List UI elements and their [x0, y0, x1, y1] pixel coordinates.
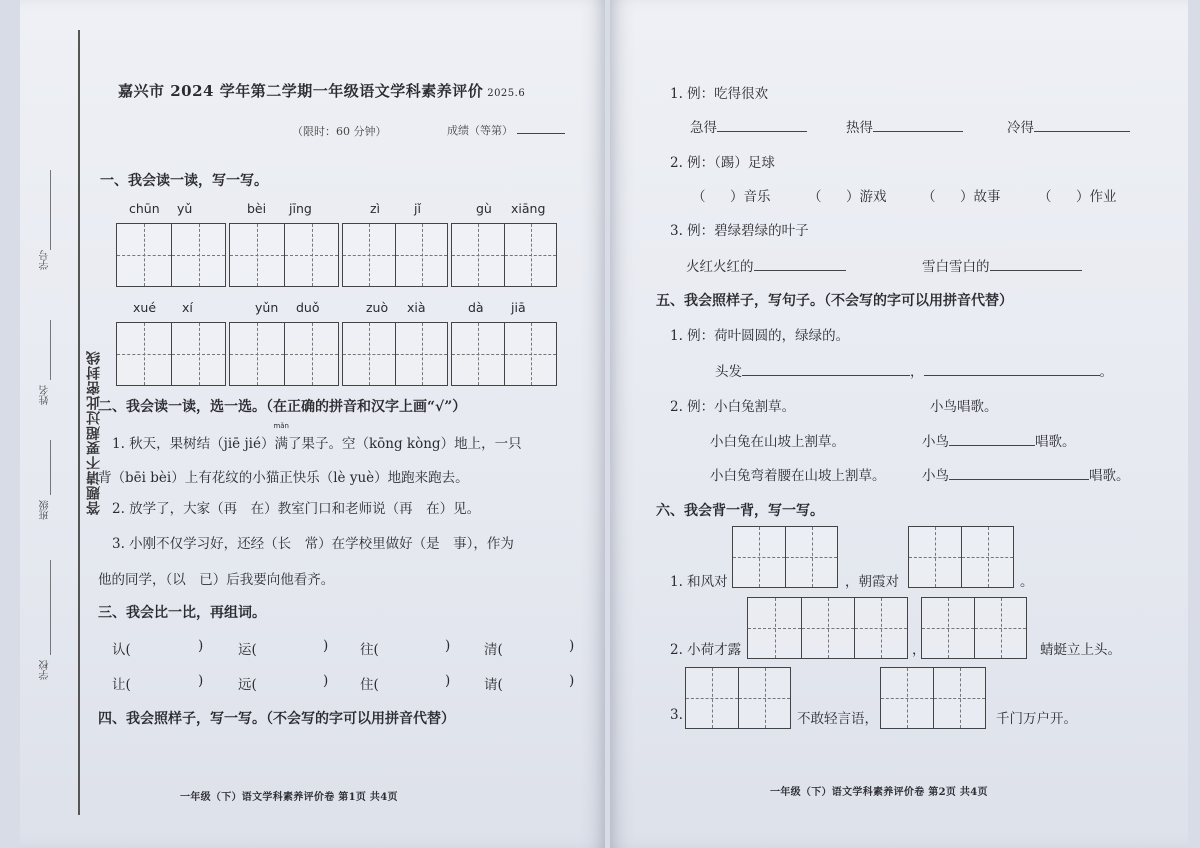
writing-grid[interactable] [229, 322, 339, 386]
writing-grid[interactable] [908, 526, 1014, 588]
question-2-1: 1. 秋天，果树结（jiē jié） mǎn 满了果子。空（kōng kòng）地上，一只 [112, 422, 522, 452]
exercise-4-2: 2. 例：（踢）足球 [670, 155, 775, 171]
pinyin: jīng [289, 201, 312, 216]
student-id-label: 学号 [40, 250, 51, 270]
answer-blank[interactable] [949, 466, 1089, 480]
school-label: 学校 [40, 660, 51, 680]
class-line [50, 440, 51, 495]
ruby-pinyin: mǎn [273, 422, 289, 430]
pinyin: zì [370, 201, 381, 216]
sentence-example-2: 2. 例：小白兔割草。 [670, 399, 796, 415]
pinyin: dà [468, 300, 484, 315]
sentence-answer-1: 头发 ， 。 [715, 364, 1113, 380]
sentence-answer-2: 小鸟 唱歌。 [922, 434, 1076, 450]
section-6-heading: 六、我会背一背，写一写。 [656, 503, 824, 519]
name-line [50, 320, 51, 380]
class-label: 班级 [40, 500, 51, 520]
fill-paren-word: ）作业 [1076, 189, 1117, 205]
word-blank[interactable]: 认( [112, 642, 131, 658]
answer-blank[interactable] [949, 432, 1035, 446]
sentence-answer-3: 小鸟 唱歌。 [922, 468, 1130, 484]
word-blank[interactable]: 住( [360, 677, 379, 693]
pinyin: xiāng [511, 201, 546, 216]
exercise-4-3: 3. 例：碧绿碧绿的叶子 [670, 223, 809, 239]
word-blank-close: ) [569, 673, 575, 689]
pinyin: xià [407, 300, 426, 315]
exercise-4-3-item: 雪白雪白的 [922, 255, 1082, 275]
writing-grid[interactable] [342, 322, 448, 386]
pinyin: jiā [511, 300, 526, 315]
section-5-heading: 五、我会照样子，写句子。（不会写的字可以用拼音代替） [656, 293, 1013, 309]
pinyin: yǔn [255, 300, 279, 315]
sentence-example-2c: 小白兔在山坡上割草。 [710, 434, 845, 450]
page-2-footer: 一年级（下）语文学科素养评价卷 第2页 共4页 [770, 787, 988, 798]
pinyin: gù [476, 201, 492, 216]
question-2-3-cont: 他的同学，（以 已）后我要向他看齐。 [98, 572, 335, 588]
section-3-heading: 三、我会比一比，再组词。 [98, 605, 266, 621]
writing-grid[interactable] [747, 597, 908, 659]
exercise-4-1: 1. 例：吃得很欢 [670, 86, 769, 102]
fill-paren[interactable]: （ [692, 189, 706, 205]
writing-grid[interactable] [732, 526, 838, 588]
answer-blank[interactable] [924, 362, 1100, 376]
question-2-2: 2. 放学了，大家（再 在）教室门口和老师说（再 在）见。 [112, 501, 481, 517]
pinyin: yǔ [177, 201, 193, 216]
fill-paren-word: ）音乐 [730, 189, 771, 205]
score-label: 成绩（等第） [447, 120, 565, 138]
fill-paren[interactable]: （ [922, 189, 936, 205]
writing-grid[interactable] [451, 223, 557, 287]
sentence-example-2b: 小鸟唱歌。 [930, 399, 998, 415]
poem-line-3: 3. [670, 707, 683, 723]
exercise-4-1-item: 急得 [690, 116, 807, 136]
fill-paren-word: ）故事 [960, 189, 1001, 205]
sentence-example-2f: 小白兔弯着腰在山坡上割草。 [710, 468, 886, 484]
poem-line-3b: 不敢轻言语， [797, 711, 878, 727]
poem-line-2b: ， [912, 642, 926, 658]
pinyin: zuò [366, 300, 389, 315]
poem-line-1: 1. 和风对 [670, 574, 728, 590]
word-blank[interactable]: 往( [360, 642, 379, 658]
section-4-heading: 四、我会照样子，写一写。（不会写的字可以用拼音代替） [98, 711, 455, 727]
pinyin: jǐ [414, 201, 421, 216]
pinyin: duǒ [296, 300, 320, 315]
page-1-footer: 一年级（下）语文学科素养评价卷 第1页 共4页 [180, 792, 398, 803]
word-blank[interactable]: 请( [484, 677, 503, 693]
writing-grid[interactable] [921, 597, 1027, 659]
answer-blank[interactable] [742, 362, 910, 376]
exercise-4-1-item: 冷得 [1007, 116, 1130, 136]
exercise-4-1-item: 热得 [846, 116, 963, 136]
time-limit: （限时：60 分钟） [292, 125, 387, 138]
writing-grid[interactable] [116, 223, 226, 287]
pinyin: xué [133, 300, 157, 315]
poem-line-3c: 千门万户开。 [996, 711, 1077, 727]
section-2-heading: 二、我会读一读，选一选。（在正确的拼音和汉字上画“√”） [98, 399, 467, 415]
page-title: 嘉兴市 2024 学年第二学期一年级语文学科素养评价 2025.6 [118, 82, 526, 100]
poem-line-2: 2. 小荷才露 [670, 642, 742, 658]
exam-date: 2025.6 [487, 88, 526, 99]
writing-grid[interactable] [342, 223, 448, 287]
poem-line-1b: ，朝霞对 [845, 574, 899, 590]
school-line [50, 560, 51, 655]
writing-grid[interactable] [451, 322, 557, 386]
poem-line-2c: 蜻蜓立上头。 [1040, 642, 1121, 658]
pinyin: bèi [247, 201, 267, 216]
answer-blank[interactable] [717, 118, 807, 132]
score-blank[interactable] [517, 120, 565, 134]
binding-strip [30, 20, 102, 820]
answer-blank[interactable] [1034, 118, 1130, 132]
word-blank-close: ) [323, 673, 329, 689]
poem-line-1c: 。 [1020, 574, 1034, 590]
writing-grid[interactable] [880, 667, 986, 729]
fill-paren[interactable]: （ [1038, 189, 1052, 205]
answer-blank[interactable] [754, 257, 846, 271]
fill-paren[interactable]: （ [808, 189, 822, 205]
answer-blank[interactable] [990, 257, 1082, 271]
word-blank[interactable]: 运( [238, 642, 257, 658]
word-blank[interactable]: 清( [484, 642, 503, 658]
student-id-line [50, 170, 51, 250]
word-blank-close: ) [445, 638, 451, 654]
question-2-1-cont: 背（bēi bèi）上有花纹的小猫正快乐（lè yuè）地跑来跑去。 [98, 470, 469, 486]
pinyin: chūn [129, 201, 160, 216]
seal-line [78, 30, 80, 815]
question-2-3: 3. 小刚不仅学习好，还经（长 常）在学校里做好（是 事），作为 [112, 536, 514, 552]
word-blank-close: ) [569, 638, 575, 654]
section-1-heading: 一、我会读一读，写一写。 [100, 173, 268, 189]
answer-blank[interactable] [873, 118, 963, 132]
writing-grid[interactable] [685, 667, 791, 729]
word-blank-close: ) [198, 673, 204, 689]
pinyin: xí [182, 300, 193, 315]
name-label: 姓名 [40, 385, 51, 405]
sentence-example-1: 1. 例：荷叶圆圆的，绿绿的。 [670, 328, 850, 344]
seal-warning: 答题请不要超过此密封线 [86, 350, 102, 515]
word-blank[interactable]: 让( [112, 677, 131, 693]
word-blank-close: ) [198, 638, 204, 654]
exercise-4-3-item: 火红火红的 [686, 255, 846, 275]
word-blank-close: ) [323, 638, 329, 654]
writing-grid[interactable] [116, 322, 226, 386]
fill-paren-word: ）游戏 [846, 189, 887, 205]
word-blank-close: ) [445, 673, 451, 689]
word-blank[interactable]: 远( [238, 677, 257, 693]
writing-grid[interactable] [229, 223, 339, 287]
